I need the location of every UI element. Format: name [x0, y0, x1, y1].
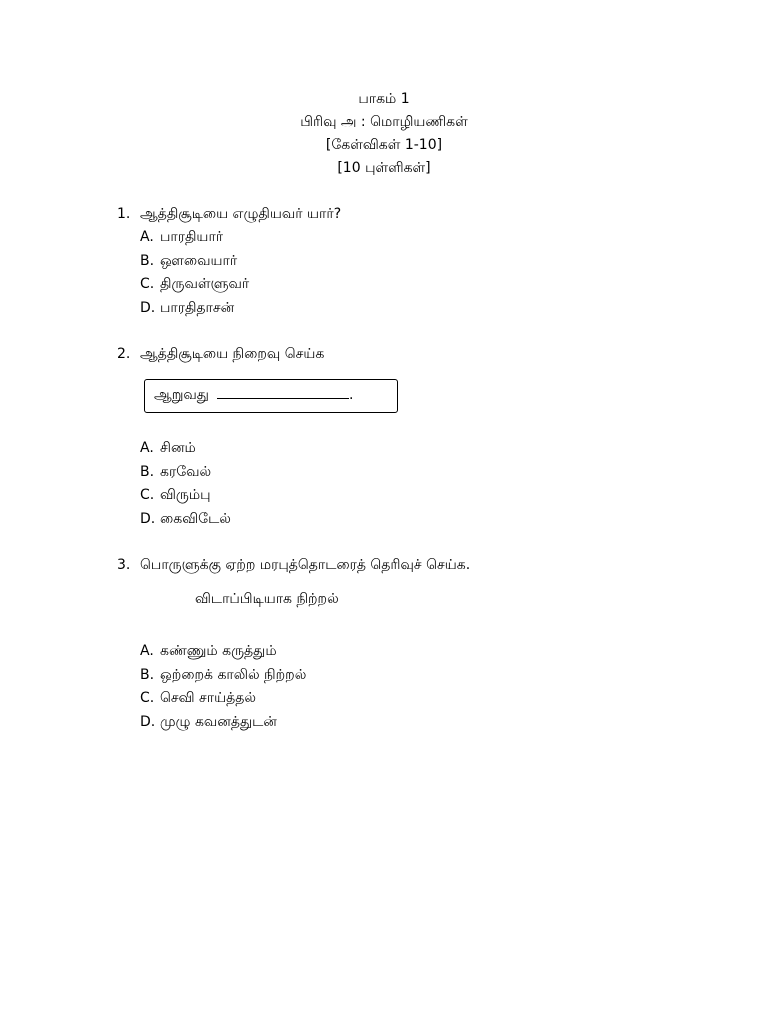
question-text: ஆத்திசூடியை நிறைவு செய்க [140, 346, 325, 362]
answer-blank[interactable] [217, 383, 349, 399]
idiom-meaning: விடாப்பிடியாக நிற்றல் [195, 591, 339, 607]
option-letter: D. [140, 510, 156, 527]
option-text: திருவள்ளுவர் [160, 276, 250, 292]
question-3-stem [117, 554, 717, 577]
question-text: பொருளுக்கு ஏற்ற மரபுத்தொடரைத் தெரிவுச் செய்க. [140, 557, 471, 573]
option-letter: A. [140, 643, 154, 659]
option-letter: D. [140, 299, 156, 316]
section-title: பிரிவு அ : மொழியணிகள் [300, 114, 468, 130]
option-text: சினம் [160, 440, 196, 456]
option-c[interactable] [140, 484, 717, 508]
box-end: . [348, 387, 354, 403]
option-letter: A. [140, 229, 154, 245]
question-2-options [140, 437, 717, 531]
question-2-options-block [117, 437, 717, 531]
option-c[interactable] [140, 273, 717, 297]
question-text: ஆத்திசூடியை எழுதியவர் யார்? [140, 206, 342, 222]
marks-label: [10 புள்ளிகள்] [337, 160, 431, 176]
option-text: பாரதிதாசன் [160, 299, 235, 316]
option-letter: B. [140, 666, 155, 683]
option-d[interactable] [140, 297, 717, 321]
question-1-options [140, 226, 717, 320]
option-letter: C. [140, 276, 155, 292]
part-title: பாகம் 1 [358, 91, 410, 107]
option-text: முழு கவனத்துடன் [160, 713, 277, 730]
option-letter: B. [140, 252, 155, 269]
question-number: 1. [117, 206, 131, 222]
question-2-stem [117, 343, 717, 366]
option-a[interactable] [140, 226, 717, 250]
question-2 [117, 343, 717, 366]
option-c[interactable] [140, 687, 717, 711]
option-d[interactable] [140, 711, 717, 735]
question-3 [117, 554, 717, 577]
box-prompt: ஆறுவது [154, 387, 209, 403]
question-1 [117, 203, 717, 320]
option-text: ஒற்றைக் காலில் நிற்றல் [160, 666, 307, 683]
question-range: [கேள்விகள் 1-10] [325, 137, 443, 153]
question-1-stem [117, 203, 717, 226]
option-text: செவி சாய்த்தல் [160, 690, 256, 706]
question-number: 2. [117, 346, 131, 362]
option-text: கரவேல் [160, 463, 212, 480]
option-a[interactable] [140, 437, 717, 461]
option-text: பாரதியார் [160, 229, 224, 245]
fill-in-box [144, 379, 398, 413]
option-letter: A. [140, 440, 154, 456]
option-b[interactable] [140, 461, 717, 485]
option-b[interactable] [140, 250, 717, 274]
question-3-options [140, 640, 717, 734]
option-text: கைவிடேல் [160, 510, 231, 527]
option-d[interactable] [140, 508, 717, 532]
question-number: 3. [117, 557, 131, 573]
option-letter: C. [140, 487, 155, 503]
option-letter: C. [140, 690, 155, 706]
section-header [0, 88, 768, 180]
option-text: கண்ணும் கருத்தும் [160, 643, 277, 659]
option-a[interactable] [140, 640, 717, 664]
option-b[interactable] [140, 664, 717, 688]
option-text: விரும்பு [160, 487, 211, 503]
option-letter: D. [140, 713, 156, 730]
question-3-options-block [117, 640, 717, 734]
option-text: ஔவையார் [160, 252, 238, 269]
option-letter: B. [140, 463, 155, 480]
